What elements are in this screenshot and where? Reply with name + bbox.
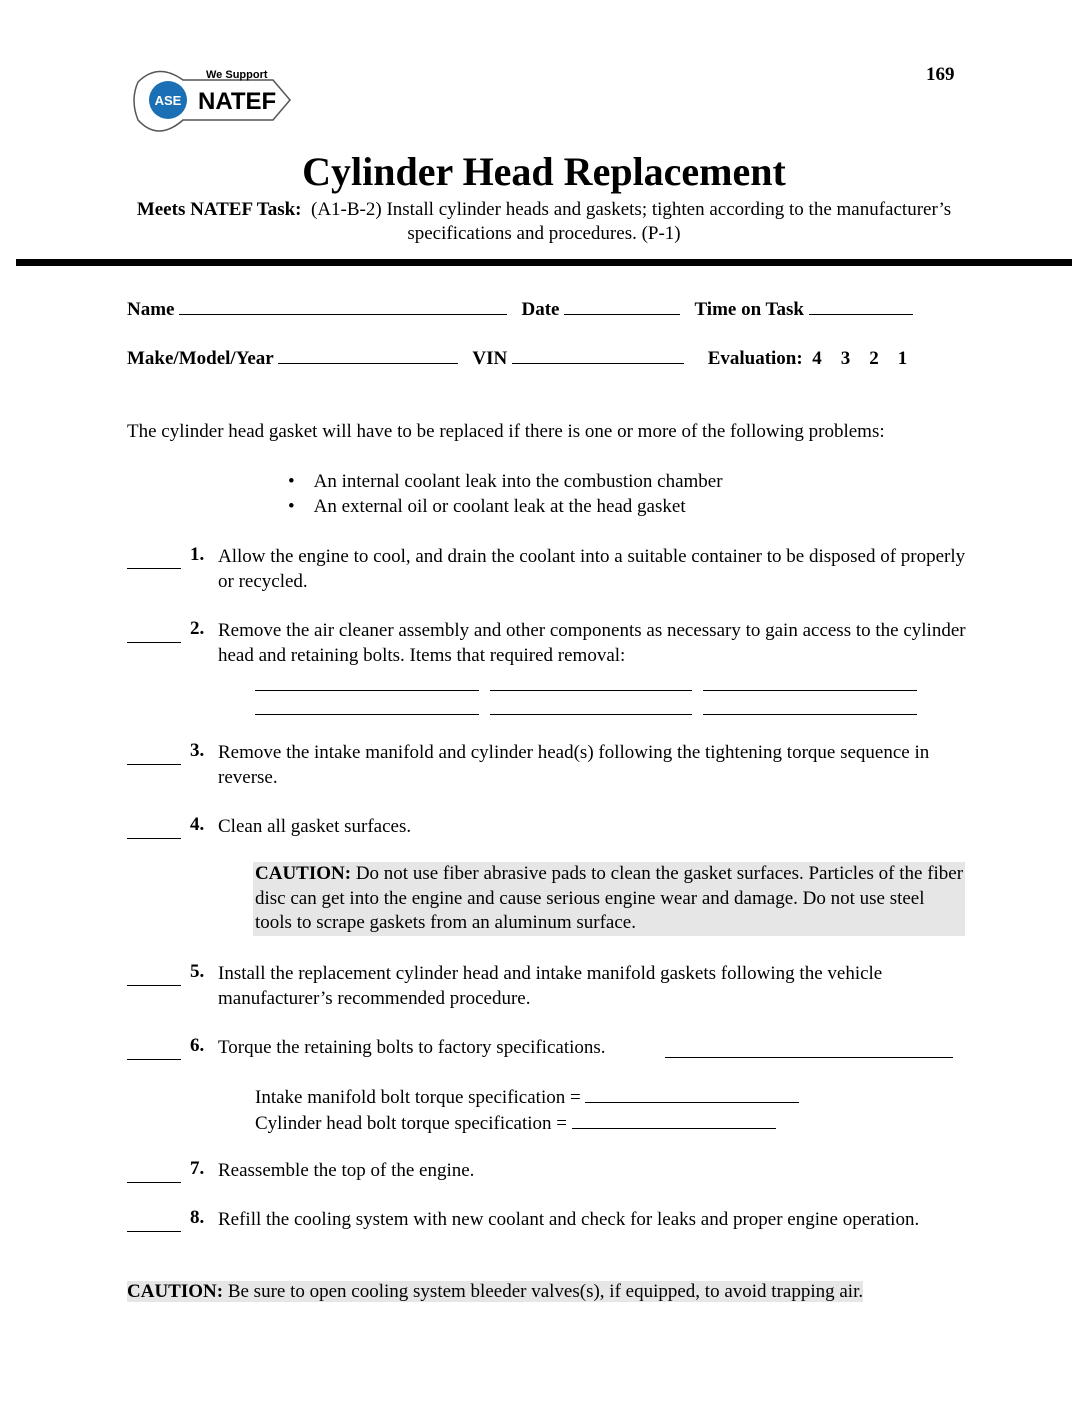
step-text: Remove the air cleaner assembly and other components as necessary to gain access to the cylinder head and retaining bolts. Items that required removal:	[218, 620, 966, 666]
step-text: Refill the cooling system with new coolant and check for leaks and proper engine operation.	[218, 1209, 920, 1230]
score-4[interactable]: 4	[812, 348, 822, 369]
step-number: 6.	[190, 1035, 205, 1056]
step-text: Clean all gasket surfaces.	[218, 816, 412, 837]
step-number: 3.	[190, 740, 205, 761]
caution-box-gaskets	[253, 862, 965, 936]
task-text: (A1-B-2) Install cylinder heads and gaskets; tighten according to the manufacturer’s specifications and procedures. (P-1)	[311, 199, 952, 244]
date-label: Date	[521, 299, 560, 320]
removal-item-field[interactable]	[490, 690, 692, 691]
bullet-item: • An external oil or coolant leak at the head gasket	[288, 496, 686, 517]
natef-logo	[128, 62, 293, 146]
time-field[interactable]	[809, 296, 913, 315]
step-7-check[interactable]	[127, 1182, 181, 1183]
removal-item-field[interactable]	[490, 714, 692, 715]
step-text: Remove the intake manifold and cylinder head(s) following the tightening torque sequence in reverse.	[218, 742, 930, 788]
bullet-text: An internal coolant leak into the combustion chamber	[313, 471, 723, 492]
step-1-check[interactable]	[127, 568, 181, 569]
name-field[interactable]	[179, 296, 507, 315]
header-row-2	[127, 345, 907, 370]
step-6-check[interactable]	[127, 1059, 181, 1060]
time-label: Time on Task	[694, 299, 804, 320]
bullet-item: • An internal coolant leak into the combustion chamber	[288, 471, 723, 492]
removal-item-field[interactable]	[703, 690, 917, 691]
score-3[interactable]: 3	[840, 348, 851, 369]
score-2[interactable]: 2	[869, 348, 879, 369]
removal-item-field[interactable]	[703, 714, 917, 715]
svg-text:NATEF: NATEF	[198, 88, 277, 115]
step-text: Install the replacement cylinder head and intake manifold gaskets following the vehicle manufacturer’s recommended procedure.	[218, 963, 883, 1009]
step-number: 2.	[190, 618, 205, 639]
svg-text:We Support: We Support	[206, 69, 268, 81]
intro-text: The cylinder head gasket will have to be replaced if there is one or more of the following problems:	[127, 421, 885, 442]
evaluation-label: Evaluation:	[707, 348, 803, 369]
step-number: 7.	[190, 1158, 205, 1179]
step-number: 1.	[190, 544, 205, 565]
caution-label: CAUTION:	[255, 863, 352, 884]
intake-spec-label: Intake manifold bolt torque specification =	[255, 1087, 581, 1108]
task-label: Meets NATEF Task:	[136, 199, 302, 220]
caution-label: CAUTION:	[127, 1281, 224, 1302]
header-row-1	[127, 296, 913, 321]
step-2-check[interactable]	[127, 642, 181, 643]
page-number: 169	[926, 64, 955, 85]
head-spec-field[interactable]	[572, 1110, 776, 1129]
svg-text:ASE: ASE	[154, 93, 182, 108]
step-8-check[interactable]	[127, 1231, 181, 1232]
bullet-list	[288, 469, 723, 519]
caution-text: Do not use fiber abrasive pads to clean the gasket surfaces. Particles of the fiber disc can get into the engine and cause serious engine wear and damage. Do not use steel tools to scrape gaskets from an aluminum surface.	[255, 863, 964, 933]
step-number: 8.	[190, 1207, 205, 1228]
make-label: Make/Model/Year	[127, 348, 274, 369]
vin-label: VIN	[472, 348, 508, 369]
step-5-check[interactable]	[127, 985, 181, 986]
caution-bleeder	[127, 1279, 929, 1304]
name-label: Name	[127, 299, 175, 320]
step-number: 4.	[190, 814, 205, 835]
caution-text: Be sure to open cooling system bleeder valves(s), if equipped, to avoid trapping air.	[223, 1281, 864, 1302]
date-field[interactable]	[564, 296, 680, 315]
task-description	[130, 198, 958, 246]
step-text: Allow the engine to cool, and drain the coolant into a suitable container to be disposed of properly or recycled.	[218, 546, 966, 592]
vin-field[interactable]	[512, 345, 684, 364]
head-spec-label: Cylinder head bolt torque specification =	[255, 1113, 567, 1134]
torque-spec-field[interactable]	[665, 1057, 953, 1058]
step-number: 5.	[190, 961, 205, 982]
step-4-check[interactable]	[127, 838, 181, 839]
score-1[interactable]: 1	[897, 348, 908, 369]
removal-item-field[interactable]	[255, 714, 479, 715]
bullet-text: An external oil or coolant leak at the head gasket	[313, 496, 686, 517]
step-text: Reassemble the top of the engine.	[218, 1160, 475, 1181]
step-3-check[interactable]	[127, 764, 181, 765]
step-text: Torque the retaining bolts to factory specifications.	[218, 1037, 606, 1058]
make-field[interactable]	[278, 345, 458, 364]
page-title: Cylinder Head Replacement	[302, 149, 786, 194]
removal-item-field[interactable]	[255, 690, 479, 691]
intake-spec-field[interactable]	[585, 1084, 799, 1103]
divider	[16, 259, 1072, 266]
torque-specs	[255, 1084, 799, 1136]
